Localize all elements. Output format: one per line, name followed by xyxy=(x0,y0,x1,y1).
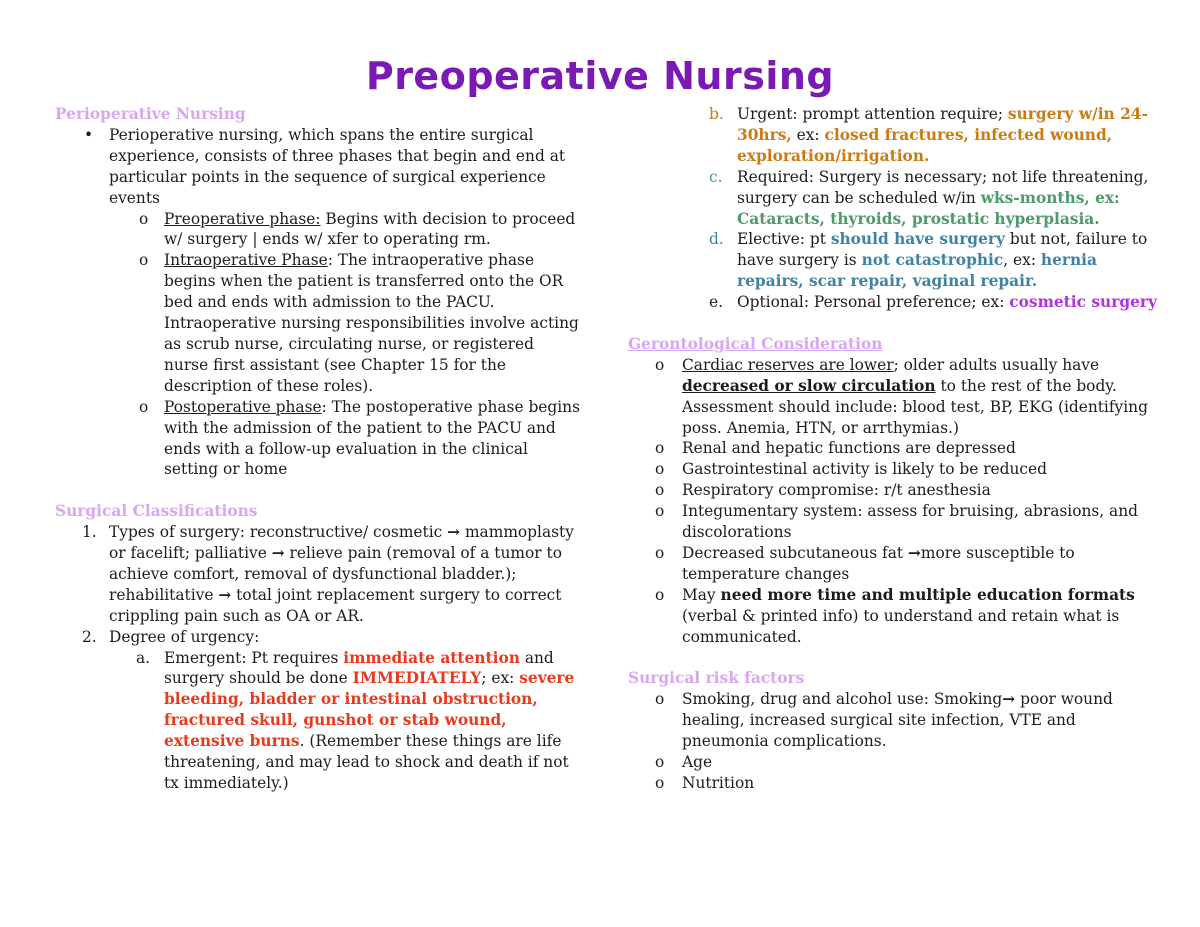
phase-text: : The postoperative phase begins with the admission of the patient to the PACU and ends with a follow-up evaluation in the clinical setting or home xyxy=(164,397,580,479)
arrow-icon: → xyxy=(271,544,285,563)
text-run: Emergent: Pt requires xyxy=(164,648,344,667)
circle-bullet-icon: o xyxy=(655,753,665,772)
highlight-text: should have surgery xyxy=(830,230,1005,249)
arrow-icon: → xyxy=(218,585,232,604)
phase-text: : The intraoperative phase begins when the patient is transferred onto the OR bed and ends with admission to the PACU. Intraoperative nursing responsibilities involve acting as scrub nurse, circulating nurse, or registered nurse first assistant (see Chapter 15 for the description of these roles). xyxy=(164,251,579,395)
list-number: 2. xyxy=(82,627,97,646)
text-run: Decreased subcutaneous fat xyxy=(682,544,908,563)
circle-bullet-icon: o xyxy=(655,460,665,479)
urgency-item-required xyxy=(628,167,1158,230)
geronto-item-fat xyxy=(628,543,1158,585)
arrow-icon: → xyxy=(907,544,921,563)
text-run: . (Remember these things are life threatening, and may lead to shock and death if not tx immediately.) xyxy=(164,732,569,792)
circle-bullet-icon: o xyxy=(655,355,665,374)
text-run: , ex: xyxy=(1003,251,1041,270)
list-number: 1. xyxy=(82,523,97,542)
left-column xyxy=(55,104,580,794)
geronto-item xyxy=(628,459,1158,480)
arrow-icon: → xyxy=(1002,690,1016,709)
highlight-text: closed fractures, infected wound, exploration/irrigation. xyxy=(737,125,1113,165)
list-marker: e. xyxy=(709,293,724,312)
text-run: and surgery should be done xyxy=(164,648,554,688)
bullet-icon: • xyxy=(84,125,94,144)
text-run: but not, failure to have surgery is xyxy=(737,230,1148,270)
phase-term: Postoperative phase xyxy=(164,397,322,416)
text-run: Gastrointestinal activity is likely to be reduced xyxy=(682,460,1048,479)
circle-bullet-icon: o xyxy=(139,397,149,416)
perioperative-heading: Perioperative Nursing xyxy=(55,105,246,123)
page-title: Preoperative Nursing xyxy=(365,54,835,98)
list-marker: d. xyxy=(709,230,724,249)
text-run: ex: xyxy=(791,125,825,144)
risk-item-smoking xyxy=(628,689,1158,752)
text-run: to the rest of the body. Assessment should include: blood test, BP, EKG (identifying poss. Anemia, HTN, or arrthymias.) xyxy=(682,376,1148,437)
phase-term: Intraoperative Phase xyxy=(164,251,328,270)
text-run: ; older adults usually have xyxy=(893,355,1100,374)
text-run: Renal and hepatic functions are depressed xyxy=(682,439,1016,458)
text-run: Age xyxy=(682,753,713,772)
text-run: more susceptible to temperature changes xyxy=(682,544,1075,583)
circle-bullet-icon: o xyxy=(655,585,665,604)
bold-text: need more time and multiple education formats xyxy=(720,585,1135,604)
text-run: Integumentary system: assess for bruising, abrasions, and discolorations xyxy=(682,502,1139,542)
circle-bullet-icon: o xyxy=(655,773,665,792)
text-run: Degree of urgency: xyxy=(109,627,260,646)
text-run: Required: Surgery is necessary; not life threatening, surgery can be scheduled w/in xyxy=(737,167,1149,207)
text-run: mammoplasty or facelift; palliative xyxy=(109,523,574,563)
highlight-text: wks-months, ex: Cataracts, thyroids, prostatic hyperplasia. xyxy=(737,188,1120,228)
urgency-item-emergent xyxy=(55,648,580,794)
circle-bullet-icon: o xyxy=(655,502,665,521)
text-run: Elective: pt xyxy=(737,230,831,249)
list-item-urgency xyxy=(55,627,580,648)
phase-item-postop xyxy=(55,397,580,481)
text-run: relieve pain (removal of a tumor to achieve comfort, removal of dysfunctional bladder.); rehabilitative xyxy=(109,544,562,604)
surgical-classifications-heading: Surgical Classifications xyxy=(55,502,258,521)
highlight-text: cosmetic surgery xyxy=(1009,293,1157,312)
text-run: (verbal & printed info) to understand and retain what is communicated. xyxy=(682,606,1120,646)
phase-term: Preoperative phase: xyxy=(164,209,321,228)
gerontological-heading: Gerontological Consideration xyxy=(628,334,883,353)
risk-item xyxy=(628,752,1158,773)
text-run: Smoking, drug and alcohol use: Smoking xyxy=(682,690,1003,709)
surgical-risk-heading: Surgical risk factors xyxy=(628,669,805,688)
perioperative-text: Perioperative nursing, which spans the entire surgical experience, consists of three phases that begin and end at particular points in the sequence of surgical experience events xyxy=(109,125,566,207)
urgency-item-urgent xyxy=(628,104,1158,167)
list-marker: a. xyxy=(136,648,151,667)
arrow-icon: → xyxy=(447,523,461,542)
geronto-item xyxy=(628,480,1158,501)
urgency-item-elective xyxy=(628,229,1158,292)
underlined-text: Cardiac reserves are lower xyxy=(682,355,894,374)
text-run: May xyxy=(682,585,721,604)
phase-item-preop xyxy=(55,209,580,251)
circle-bullet-icon: o xyxy=(655,481,665,500)
text-run: total joint replacement surgery to correct crippling pain such as OA or AR. xyxy=(109,585,562,625)
text-run: ; ex: xyxy=(481,669,520,688)
highlight-text: severe bleeding, bladder or intestinal obstruction, fractured skull, gunshot or stab wound, extensive burns xyxy=(164,669,575,751)
circle-bullet-icon: o xyxy=(655,690,665,709)
risk-item xyxy=(628,773,1158,794)
circle-bullet-icon: o xyxy=(139,209,149,228)
phase-text: Begins with decision to proceed w/ surgery | ends w/ xfer to operating rm. xyxy=(164,209,576,249)
highlight-text: surgery w/in 24-30hrs, xyxy=(737,105,1148,144)
text-run: poor wound healing, increased surgical site infection, VTE and pneumonia complications. xyxy=(682,690,1113,751)
circle-bullet-icon: o xyxy=(655,544,665,563)
right-column xyxy=(628,104,1158,794)
bold-underlined-text: decreased or slow circulation xyxy=(682,376,936,395)
highlight-text: not catastrophic xyxy=(861,251,1004,270)
highlight-text: IMMEDIATELY xyxy=(352,669,482,688)
geronto-item xyxy=(628,501,1158,543)
highlight-text: hernia repairs, scar repair, vaginal repair. xyxy=(737,251,1098,291)
geronto-item xyxy=(628,438,1158,459)
highlight-text: immediate attention xyxy=(343,648,520,667)
urgency-item-optional xyxy=(628,292,1158,313)
text-run: Respiratory compromise: r/t anesthesia xyxy=(682,481,991,500)
circle-bullet-icon: o xyxy=(139,251,149,270)
phase-item-intraop xyxy=(55,250,580,396)
text-run: Urgent: prompt attention require; xyxy=(737,105,1008,123)
list-marker: b. xyxy=(709,105,724,123)
text-run: Optional: Personal preference; ex: xyxy=(737,293,1010,312)
list-marker: c. xyxy=(709,167,723,186)
geronto-item-cardiac xyxy=(628,355,1158,439)
geronto-item-education xyxy=(628,585,1158,648)
text-run: Types of surgery: reconstructive/ cosmetic xyxy=(109,523,448,542)
text-run: Nutrition xyxy=(682,773,755,792)
perioperative-bullet xyxy=(55,125,580,209)
circle-bullet-icon: o xyxy=(655,439,665,458)
list-item-types xyxy=(55,522,580,627)
